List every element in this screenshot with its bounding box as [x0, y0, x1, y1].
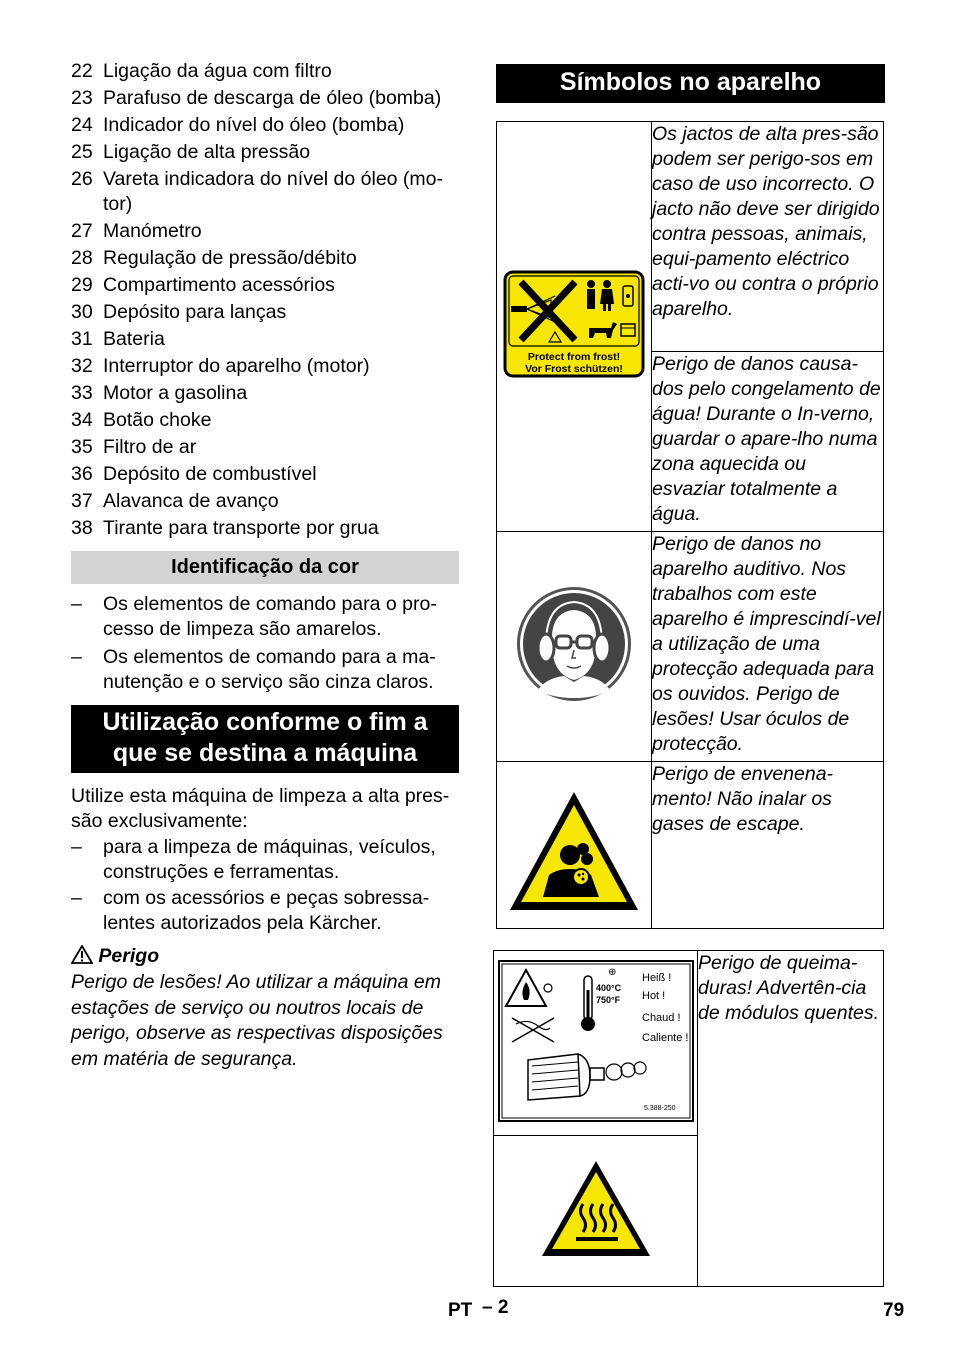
list-item: 36 Depósito de combustível [71, 463, 317, 485]
list-item: 35 Filtro de ar [71, 436, 197, 458]
sticker-text-1: Protect from frost! [527, 351, 621, 363]
warning-triangle-icon [71, 945, 93, 964]
poison-symbol-cell [497, 762, 652, 929]
hot-surface-warning-icon [540, 1159, 652, 1259]
list-item: – com os acessórios e peças sobressa-lentes autorizados pela Kärcher. [71, 887, 430, 934]
color-list [71, 592, 459, 695]
hot-symbols-table [493, 950, 884, 1287]
hot-word: Hot ! [641, 989, 665, 1002]
exhaust-gas-warning-icon [507, 789, 641, 913]
use-intro: Utilize esta máquina de limpeza a alta pres-são exclusivamente: [71, 785, 450, 832]
hearing-protection-icon [516, 586, 632, 702]
left-column [71, 58, 459, 1072]
svg-text:⊕: ⊕ [607, 966, 616, 978]
jet-text: Os jactos de alta pres-são podem ser perigo-sos em caso de uso incorrecto. O jacto não deve ser dirigido contra pessoas, animais, equi-pamento eléctrico acti-vo ou contra o próprio aparelho. [652, 122, 884, 352]
footer-section: – 2 [482, 1297, 509, 1318]
hot-word: Chaud ! [641, 1011, 681, 1024]
danger-text: Perigo de lesões! Ao utilizar a máquina em estações de serviço ou noutros locais de perigo, observe as respectivas disposições em matéria de segurança. [71, 971, 443, 1070]
poison-text: Perigo de envenena-mento! Não inalar os gases de escape. [652, 762, 884, 929]
list-item: – Os elementos de comando para a ma-nutenção e o serviço são cinza claros. [71, 646, 436, 693]
list-item: 33 Motor a gasolina [71, 382, 248, 404]
list-item: – para a limpeza de máquinas, veículos, construções e ferramentas. [71, 836, 436, 883]
list-item: 22 Ligação da água com filtro [71, 60, 332, 82]
sticker-code: 5.388-250 [643, 1104, 676, 1112]
frost-text: Perigo de danos causa-dos pelo congelamento de água! Durante o In-verno, guardar o apare-lho numa zona aquecida ou esvaziar totalmente a água. [652, 352, 884, 532]
list-item: – Os elementos de comando para o pro-cesso de limpeza são amarelos. [71, 593, 437, 640]
color-section-heading: Identificação da cor [71, 551, 459, 584]
list-item: 29 Compartimento acessórios [71, 274, 335, 296]
hot-temp-c: 400°C [595, 982, 621, 993]
hearing-text: Perigo de danos no aparelho auditivo. Nos trabalhos com este aparelho é imprescindí-vel a utilização de uma protecção adequada para os ouvidos. Perigo de lesões! Usar óculos de protecção. [652, 532, 884, 762]
parts-list [71, 58, 459, 542]
list-item: 37 Alavanca de avanço [71, 490, 279, 512]
hot-temp-f: 750°F [595, 994, 620, 1005]
use-section-heading: Utilização conforme o fim a que se destina a máquina [71, 705, 459, 773]
list-item: 38 Tirante para transporte por grua [71, 517, 379, 539]
hot-sticker-cell [494, 951, 698, 1136]
list-item: 25 Ligação de alta pressão [71, 141, 311, 163]
list-item: 27 Manómetro [71, 220, 202, 242]
list-item: 24 Indicador do nível do óleo (bomba) [71, 114, 405, 136]
list-item: 34 Botão choke [71, 409, 212, 431]
page-number: 79 [883, 1300, 905, 1321]
danger-heading: Perigo [71, 944, 459, 969]
list-item: 30 Depósito para lanças [71, 301, 287, 323]
sticker-text-2: Vor Frost schützen! [525, 363, 623, 375]
list-item: 28 Regulação de pressão/débito [71, 247, 357, 269]
jet-symbol-cell [497, 122, 652, 532]
hot-word: Caliente ! [641, 1031, 688, 1044]
hot-word: Heiß ! [641, 971, 671, 984]
hot-surface-sticker-icon [498, 960, 694, 1122]
symbols-heading: Símbolos no aparelho [496, 64, 885, 103]
high-pressure-jet-sticker-icon [503, 270, 645, 378]
list-item: 26 Vareta indicadora do nível do óleo (mo-tor) [71, 168, 444, 215]
symbols-table [496, 121, 884, 929]
list-item: 23 Parafuso de descarga de óleo (bomba) [71, 87, 442, 109]
burn-text: Perigo de queima-duras! Advertên-cia de módulos quentes. [698, 951, 884, 1287]
list-item: 31 Bateria [71, 328, 165, 350]
hearing-symbol-cell [497, 532, 652, 762]
list-item: 32 Interruptor do aparelho (motor) [71, 355, 370, 377]
hot-surface-symbol-cell [494, 1136, 698, 1287]
footer-language: PT [448, 1300, 473, 1321]
